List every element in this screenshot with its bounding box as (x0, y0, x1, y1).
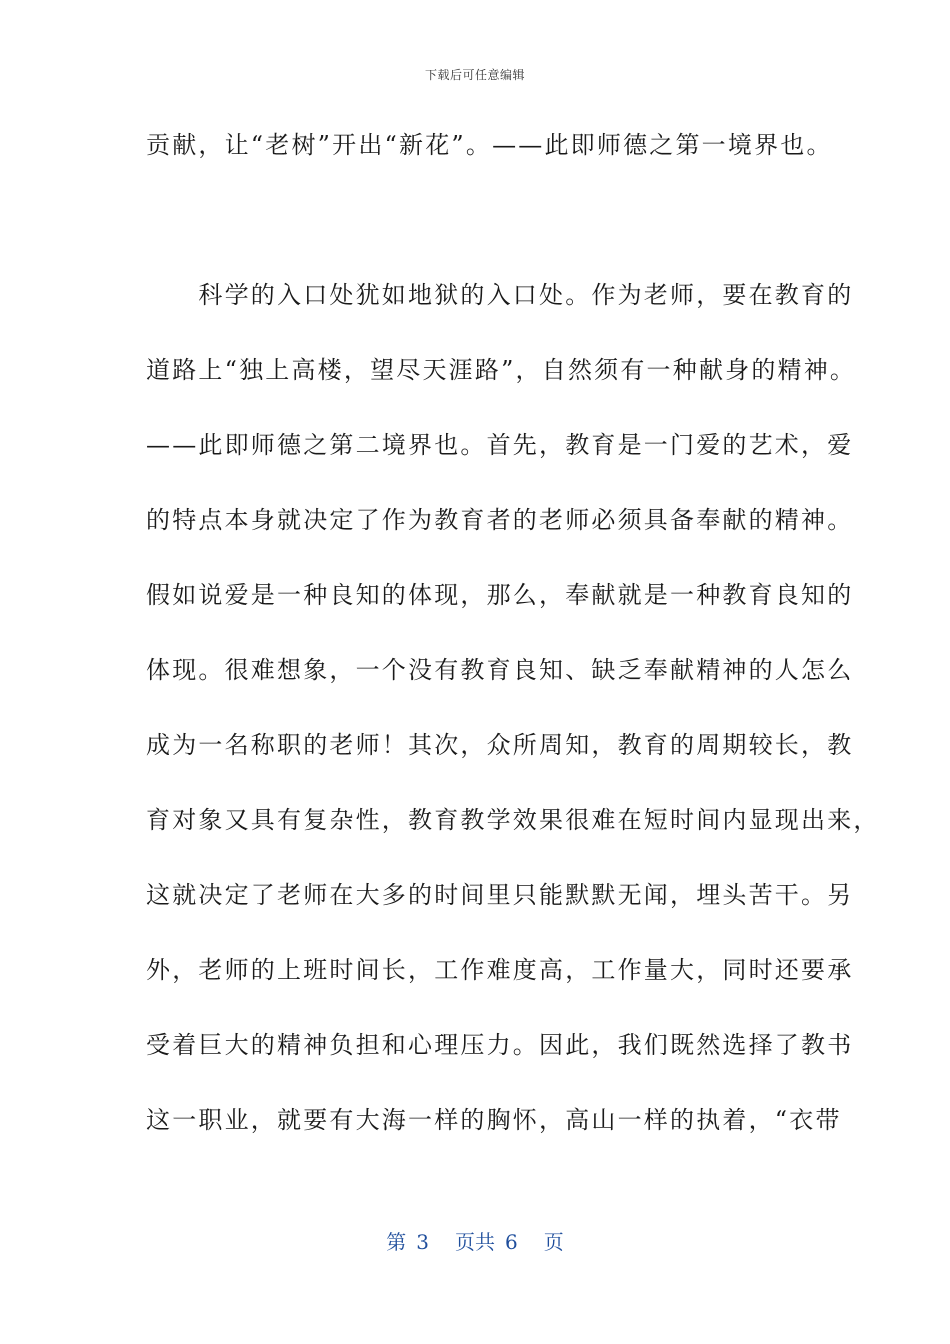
footer-total-pages: 6 (505, 1230, 518, 1254)
text-line: 道路上“独上高楼，望尽天涯路”，自然须有一种献身的精神。 (146, 356, 857, 384)
page-footer (0, 1226, 950, 1255)
text-line: 贡献，让“老树”开出“新花”。——此即师德之第一境界也。 (146, 131, 833, 159)
text-line: 育对象又具有复杂性，教育教学效果很难在短时间内显现出来， (146, 806, 880, 834)
footer-middle: 页共 (455, 1230, 495, 1254)
text-line: 体现。很难想象，一个没有教育良知、缺乏奉献精神的人怎么 (146, 656, 854, 684)
text-line: 科学的入口处犹如地狱的入口处。作为老师，要在教育的 (146, 281, 854, 309)
text-line: ——此即师德之第二境界也。首先，教育是一门爱的艺术，爱 (146, 431, 854, 459)
text-line: 假如说爱是一种良知的体现，那么，奉献就是一种教育良知的 (146, 581, 854, 609)
text-line: 外，老师的上班时间长，工作难度高，工作量大，同时还要承 (146, 956, 854, 984)
page-header: 下载后可任意编辑 (424, 68, 525, 82)
footer-prefix: 第 (386, 1230, 407, 1254)
text-line: 这一职业，就要有大海一样的胸怀，高山一样的执着，“衣带 (146, 1106, 842, 1134)
footer-current-page: 3 (416, 1230, 429, 1254)
text-line: 受着巨大的精神负担和心理压力。因此，我们既然选择了教书 (146, 1031, 854, 1059)
text-line: 这就决定了老师在大多的时间里只能默默无闻，埋头苦干。另 (146, 881, 854, 909)
footer-suffix: 页 (543, 1230, 564, 1254)
text-line: 的特点本身就决定了作为教育者的老师必须具备奉献的精神。 (146, 506, 854, 534)
text-line: 成为一名称职的老师！其次，众所周知，教育的周期较长，教 (146, 731, 854, 759)
